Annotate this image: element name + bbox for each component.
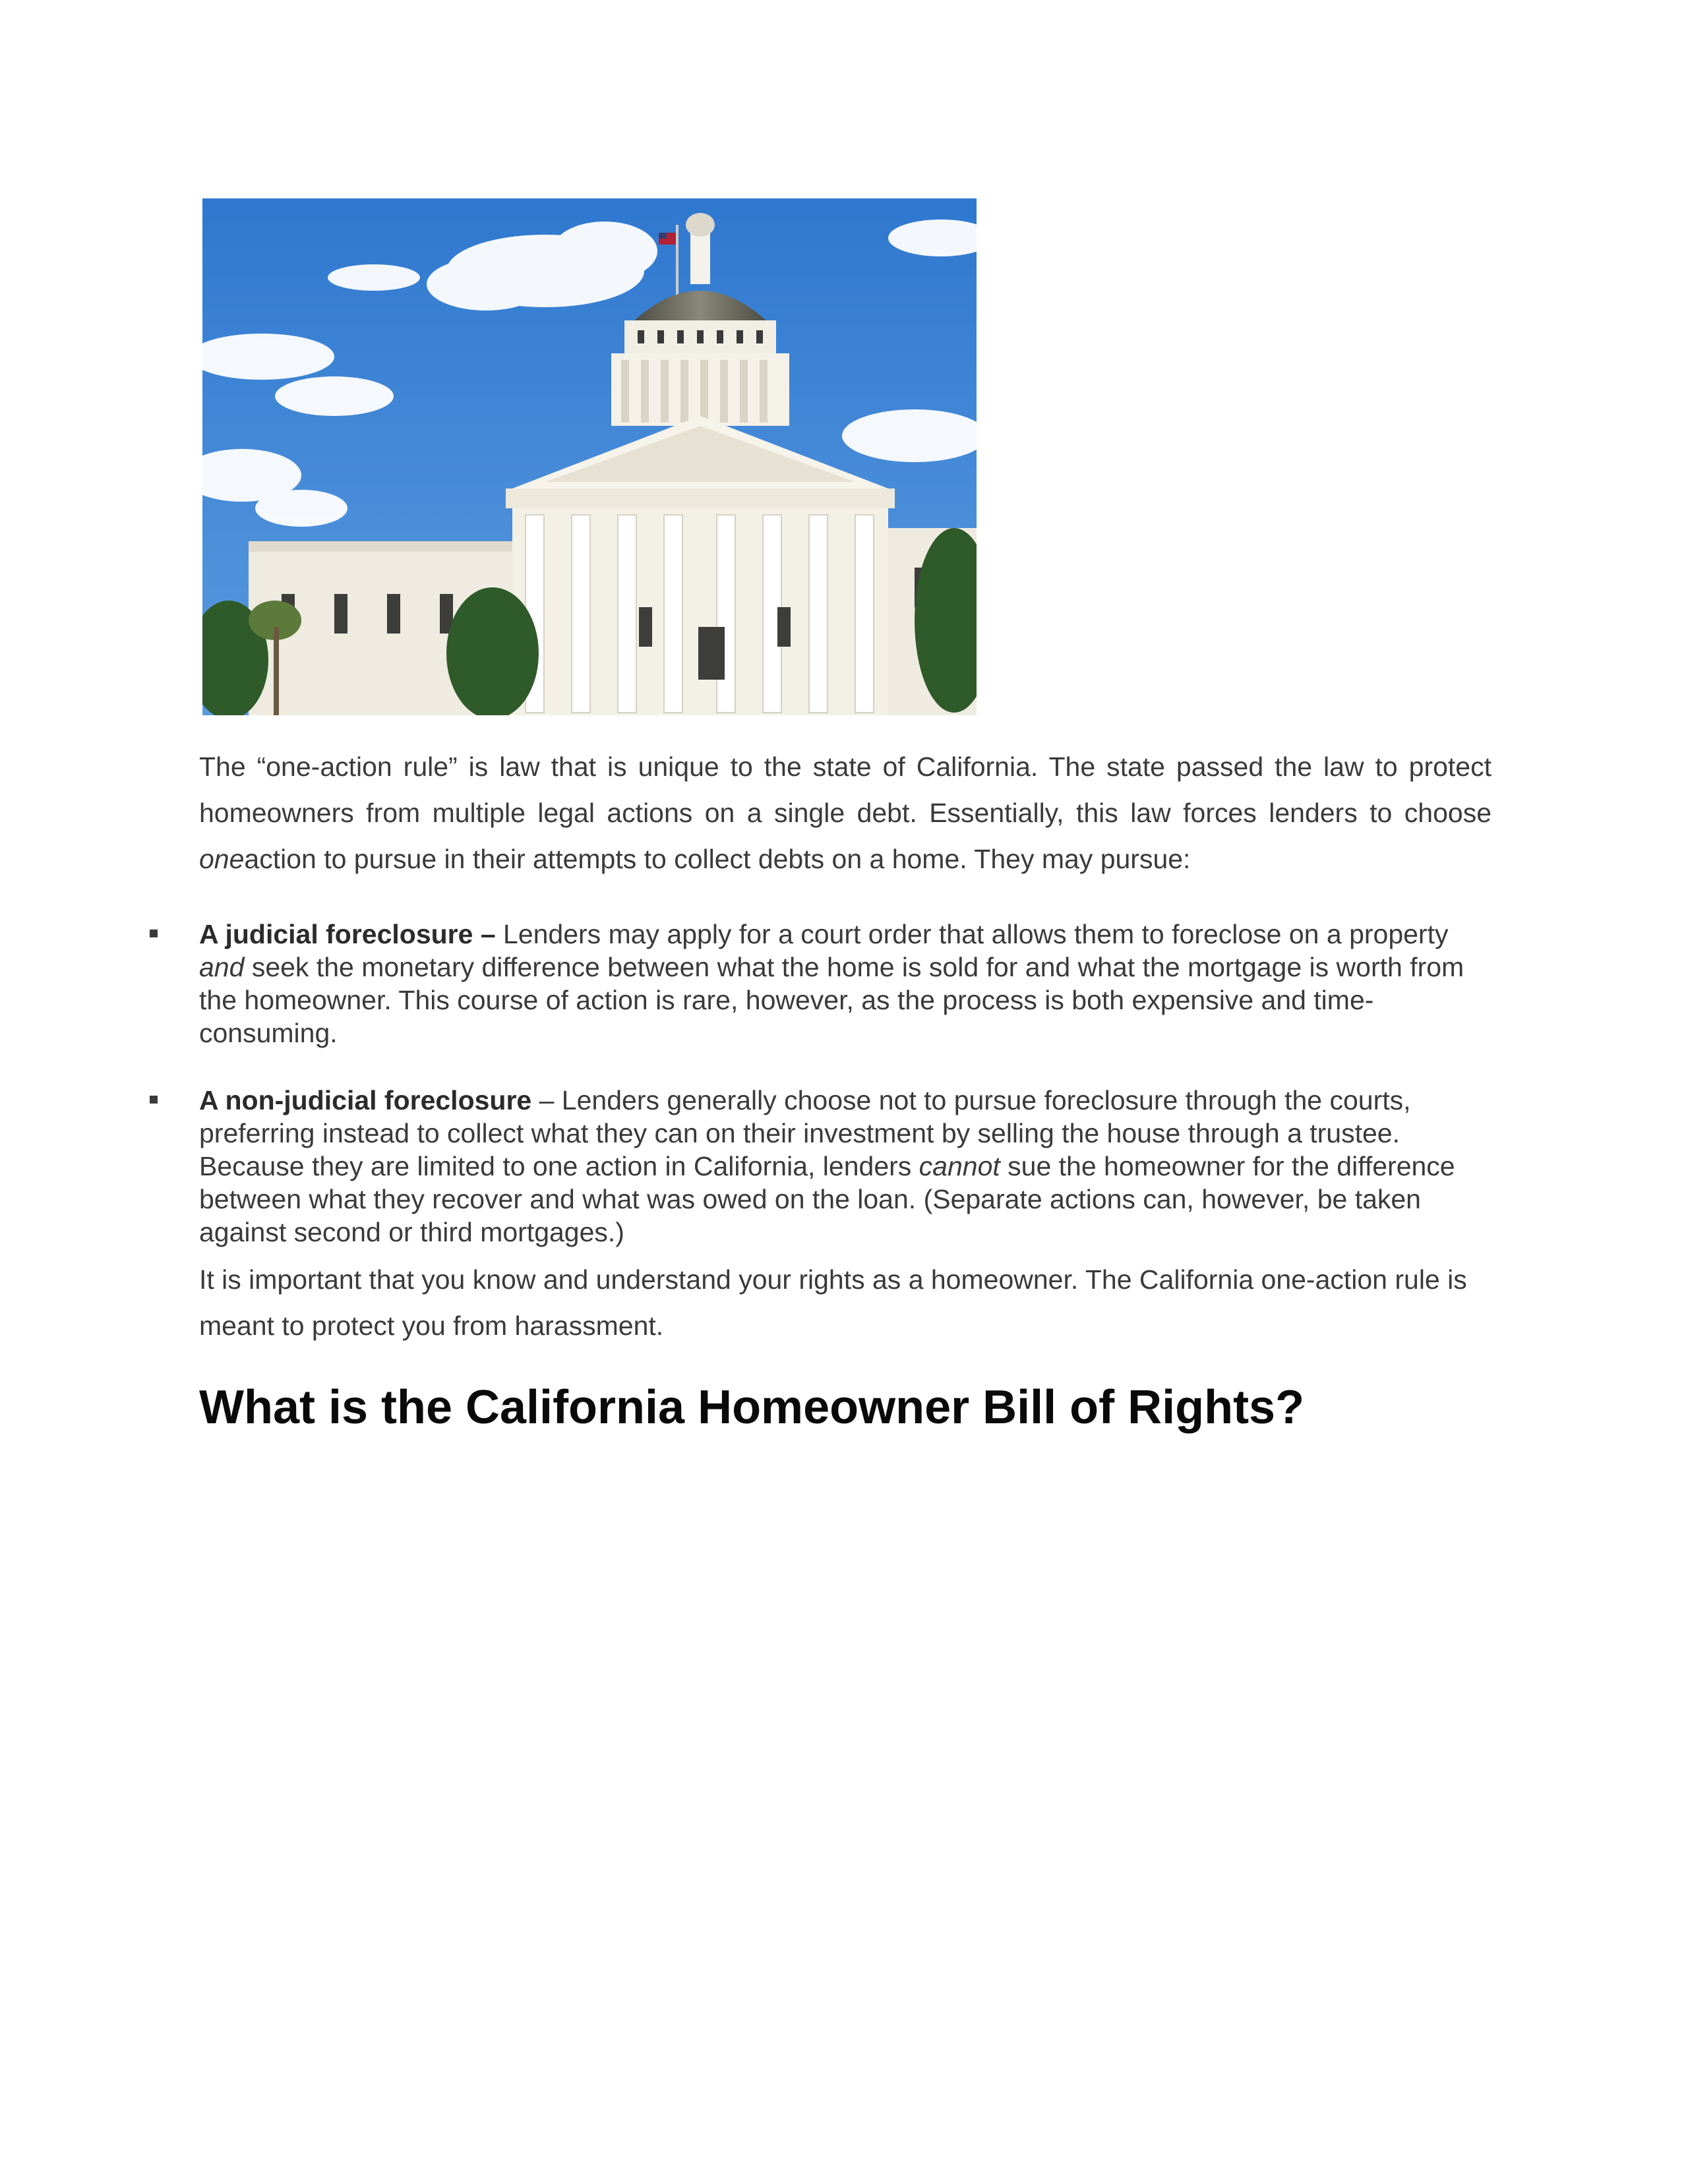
list-item-term: A non-judicial foreclosure xyxy=(199,1085,532,1115)
list-item-term: A judicial foreclosure – xyxy=(199,919,496,949)
intro-emphasis: one xyxy=(199,844,245,874)
list-item-emphasis: cannot xyxy=(919,1151,1000,1181)
square-bullet-icon xyxy=(150,930,158,937)
outro-paragraph: It is important that you know and understand your rights as a homeowner. The California one-action rule is meant to protect you from harassment. xyxy=(199,1264,1467,1341)
intro-text-start: The “one-action rule” is law that is unique to the state of California. The state passed the law to protect homeowners from multiple legal actions on a single debt. Essentially, this law forces lenders to choose xyxy=(199,752,1492,828)
list-item-text: sue the homeowner for the difference between what they recover and what was owed on the loan. (Separate actions can, however, be taken against second or third mortgages.) xyxy=(199,1151,1455,1247)
list-item-non-judicial xyxy=(199,1084,1492,1249)
list-item-text: seek the monetary difference between what the home is sold for and what the mortgage is worth from the homeowner. This course of action is rare, however, as the process is both expensive and time-consuming. xyxy=(199,952,1464,1048)
square-bullet-icon xyxy=(150,1096,158,1104)
list-item-text: Lenders may apply for a court order that allows them to foreclose on a property xyxy=(495,919,1449,949)
section-heading: What is the California Homeowner Bill of Rights? xyxy=(199,1381,1305,1434)
intro-paragraph xyxy=(199,744,1492,882)
foreclosure-list xyxy=(199,918,1492,1283)
intro-text-end: action to pursue in their attempts to collect debts on a home. They may pursue: xyxy=(244,844,1191,874)
list-item-text: – Lenders generally choose not to pursue foreclosure through the courts, preferring instead to collect what they can on their investment by selling the house through a trustee. Because they are limited to one action in California, lenders xyxy=(199,1085,1411,1181)
list-item-emphasis: and xyxy=(199,952,245,982)
list-item-judicial xyxy=(199,918,1492,1049)
capitol-building-photo xyxy=(202,198,977,715)
